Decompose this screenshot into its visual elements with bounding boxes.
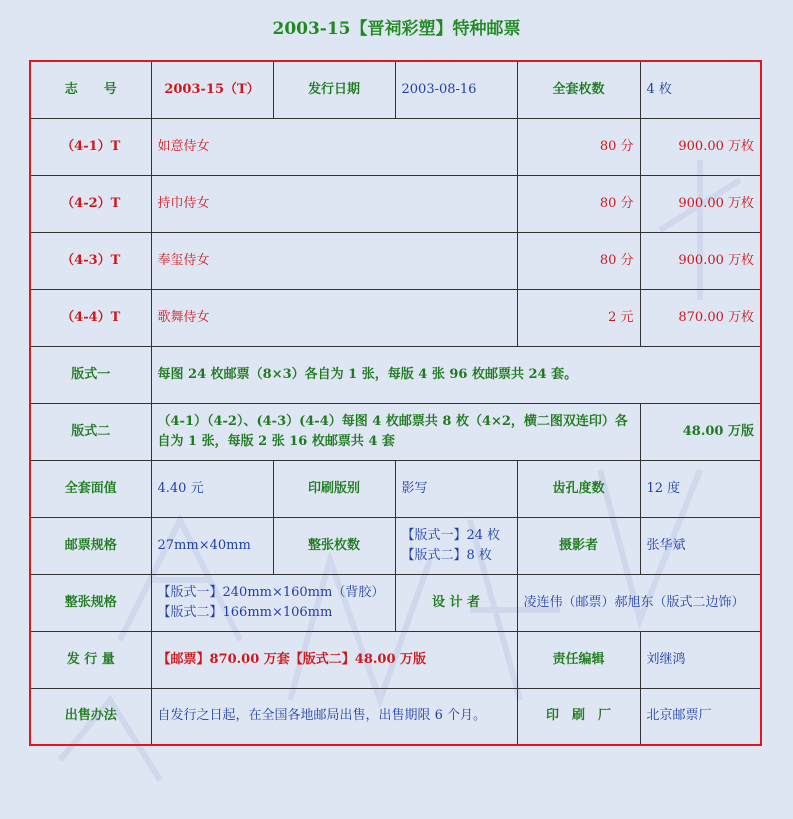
stamp-number: （4-2）T bbox=[30, 175, 151, 232]
sheet-count-format1: 【版式一】24 枚 bbox=[401, 527, 501, 543]
format2-quantity: 48.00 万版 bbox=[640, 403, 761, 460]
format2-text: （4-1）（4-2）、(4-3）(4-4）每图 4 枚邮票共 8 枚（4×2，横二图双连印）各自为 1 张，每版 2 张 16 枚邮票共 4 套 bbox=[151, 403, 640, 460]
size-row bbox=[30, 517, 761, 574]
issue-quantity-value: 【邮票】870.00 万套【版式二】48.00 万版 bbox=[151, 631, 517, 688]
page-title: 2003-15【晋祠彩塑】特种邮票 bbox=[272, 19, 521, 39]
date-value: 2003-08-16 bbox=[395, 61, 517, 118]
perforation-label: 齿孔度数 bbox=[517, 460, 640, 517]
editor-label: 责任编辑 bbox=[517, 631, 640, 688]
stamp-face-value: 80 分 bbox=[517, 232, 640, 289]
stamp-quantity: 900.00 万枚 bbox=[640, 232, 761, 289]
print-method-label: 印刷版别 bbox=[273, 460, 395, 517]
photographer-value: 张华斌 bbox=[640, 517, 761, 574]
sheet-count-value bbox=[395, 517, 517, 574]
stamp-number: （4-4）T bbox=[30, 289, 151, 346]
sheet-size-row bbox=[30, 574, 761, 631]
print-method-value: 影写 bbox=[395, 460, 517, 517]
editor-value: 刘继鸿 bbox=[640, 631, 761, 688]
stamp-quantity: 900.00 万枚 bbox=[640, 175, 761, 232]
stamp-row bbox=[30, 118, 761, 175]
format1-row bbox=[30, 346, 761, 403]
stamp-name: 奉玺侍女 bbox=[151, 232, 517, 289]
format1-text: 每图 24 枚邮票（8×3）各自为 1 张，每版 4 张 96 枚邮票共 24 套。 bbox=[151, 346, 761, 403]
stamp-row bbox=[30, 232, 761, 289]
sheet-count-label: 整张枚数 bbox=[273, 517, 395, 574]
perforation-value: 12 度 bbox=[640, 460, 761, 517]
stamp-face-value: 80 分 bbox=[517, 118, 640, 175]
stamp-quantity: 900.00 万枚 bbox=[640, 118, 761, 175]
printer-label: 印 刷 厂 bbox=[517, 688, 640, 745]
stamp-quantity: 870.00 万枚 bbox=[640, 289, 761, 346]
issue-row bbox=[30, 631, 761, 688]
sheet-count-format2: 【版式二】8 枚 bbox=[401, 547, 492, 563]
stamp-name: 如意侍女 bbox=[151, 118, 517, 175]
date-label: 发行日期 bbox=[273, 61, 395, 118]
sheet-size-label: 整张规格 bbox=[30, 574, 151, 631]
face-value-row bbox=[30, 460, 761, 517]
stamp-row bbox=[30, 175, 761, 232]
stamp-name: 歌舞侍女 bbox=[151, 289, 517, 346]
total-face-label: 全套面值 bbox=[30, 460, 151, 517]
printer-value: 北京邮票厂 bbox=[640, 688, 761, 745]
stamp-row bbox=[30, 289, 761, 346]
stamp-face-value: 2 元 bbox=[517, 289, 640, 346]
stamp-size-label: 邮票规格 bbox=[30, 517, 151, 574]
stamp-name: 持巾侍女 bbox=[151, 175, 517, 232]
count-value: 4 枚 bbox=[640, 61, 761, 118]
stamp-number: （4-3）T bbox=[30, 232, 151, 289]
total-face-value: 4.40 元 bbox=[151, 460, 273, 517]
header-row bbox=[30, 61, 761, 118]
code-value: 2003-15（T） bbox=[151, 61, 273, 118]
stamp-info-table bbox=[29, 60, 762, 746]
issue-quantity-label: 发 行 量 bbox=[30, 631, 151, 688]
sale-method-label: 出售办法 bbox=[30, 688, 151, 745]
format2-row bbox=[30, 403, 761, 460]
stamp-size-value: 27mm×40mm bbox=[151, 517, 273, 574]
designer-value: 凌连伟（邮票）郝旭东（版式二边饰） bbox=[517, 574, 761, 631]
stamp-face-value: 80 分 bbox=[517, 175, 640, 232]
photographer-label: 摄影者 bbox=[517, 517, 640, 574]
sale-row bbox=[30, 688, 761, 745]
code-label: 志 号 bbox=[30, 61, 151, 118]
sale-method-value: 自发行之日起，在全国各地邮局出售，出售期限 6 个月。 bbox=[151, 688, 517, 745]
stamp-number: （4-1）T bbox=[30, 118, 151, 175]
format2-label: 版式二 bbox=[30, 403, 151, 460]
format1-label: 版式一 bbox=[30, 346, 151, 403]
count-label: 全套枚数 bbox=[517, 61, 640, 118]
sheet-size-value: 【版式一】240mm×160mm（背胶）【版式二】166mm×106mm bbox=[151, 574, 395, 631]
designer-label: 设 计 者 bbox=[395, 574, 517, 631]
